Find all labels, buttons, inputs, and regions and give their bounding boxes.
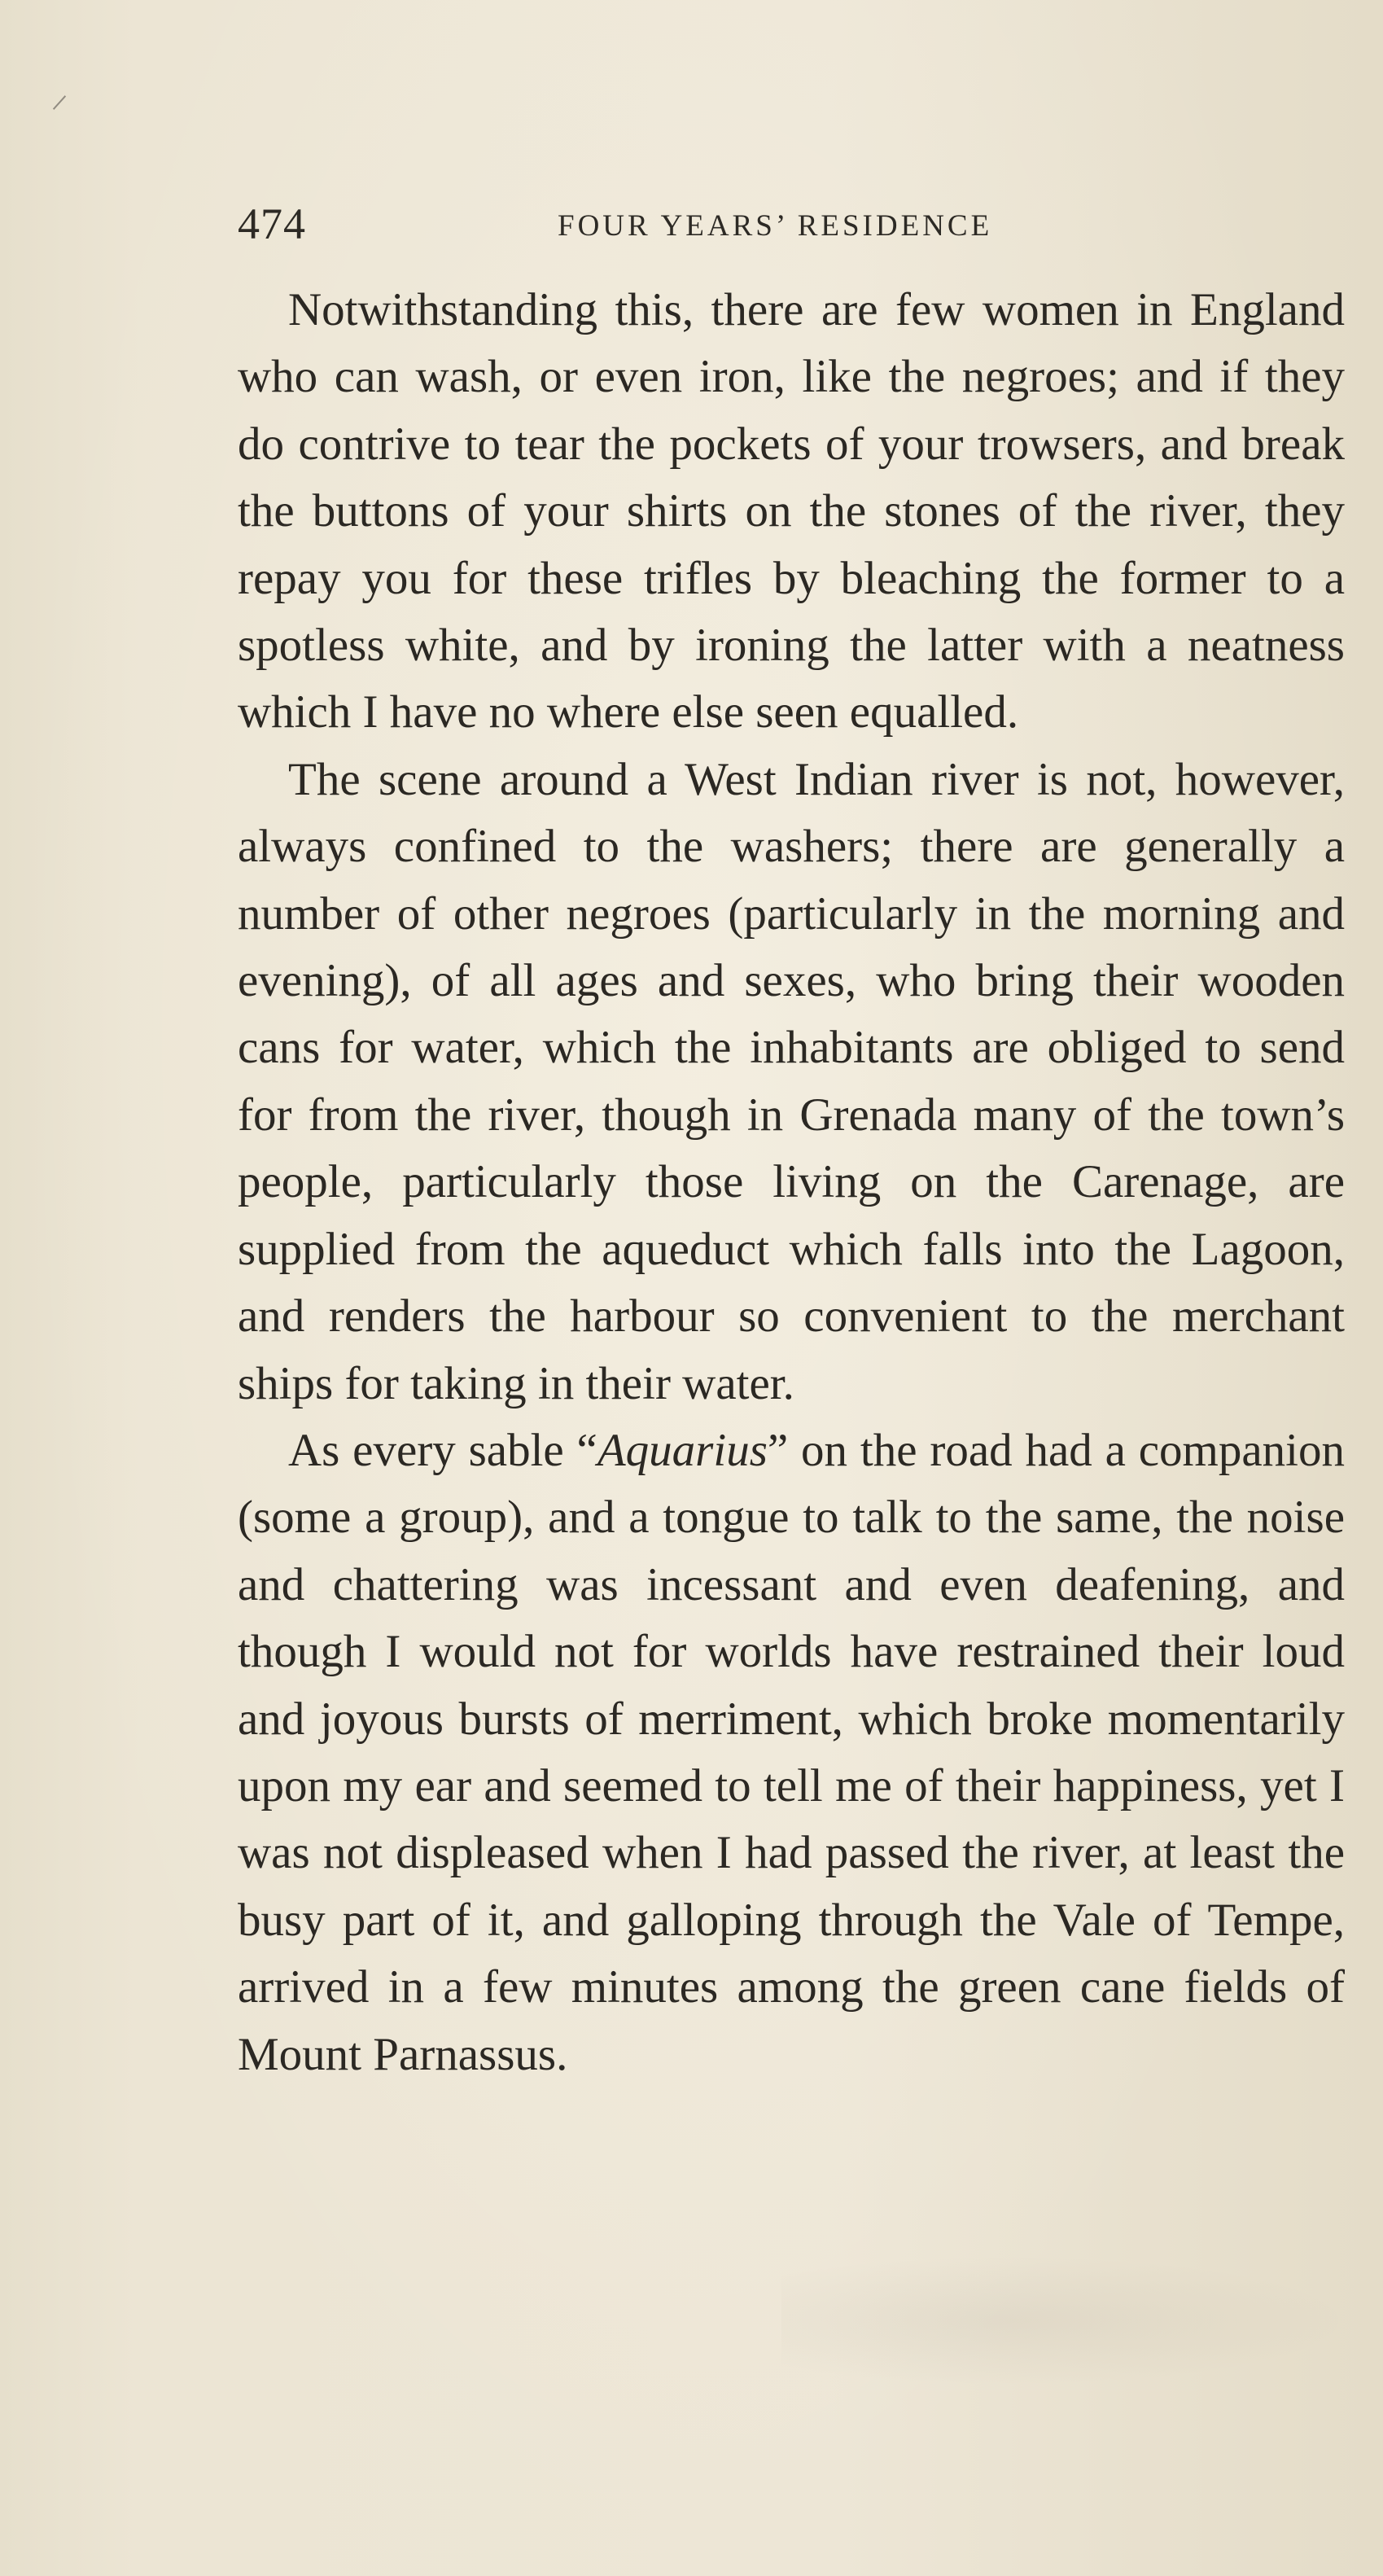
running-head bbox=[238, 199, 1345, 256]
show-through-bleed bbox=[781, 2255, 1351, 2385]
paragraph-washing: Notwithstanding this, there are few women in England who can wash, or even iron, like the negroes; and if they do contrive to tear the pockets of your trowsers, and break the buttons of your shirts on the stones of the river, they repay you for these trifles by bleaching the former to a spotless white, and by ironing the latter with a neatness which I have no where else seen equalled. bbox=[238, 284, 1345, 738]
pencil-mark bbox=[53, 95, 66, 110]
paragraph-aquarius bbox=[238, 1417, 1345, 2088]
paragraph-river-scene: The scene around a West Indian river is not, however, always confined to the washers; there are generally a number of other negroes (particularly in the morning and evening), of all ages and sexes, who bring their wooden cans for water, which the inhabitants are obliged to send for from the river, though in Grenada many of the town’s people, particularly those living on the Carenage, are supplied from the aqueduct which falls into the Lagoon, and renders the harbour so convenient to the merchant ships for taking in their water. bbox=[238, 753, 1345, 1409]
paragraph-aquarius-rest: ” on the road had a companion (some a group), and a tongue to talk to the same, the noise and chattering was incessant and even deafening, and though I would not for worlds have restrained their loud and joyous bursts of merriment, which broke momentarily upon my ear and seemed to tell me of their happiness, yet I was not displeased when I had passed the river, at least the busy part of it, and galloping through the Vale of Tempe, arrived in a few minutes among the green cane fields of Mount Parnassus. bbox=[238, 1424, 1345, 2080]
paragraph-aquarius-start: As every sable “ bbox=[288, 1424, 597, 1476]
running-title: FOUR YEARS’ RESIDENCE bbox=[558, 209, 993, 243]
aquarius-italic: Aquarius bbox=[597, 1424, 768, 1476]
page-number: 474 bbox=[238, 199, 306, 248]
body-text bbox=[238, 277, 1345, 2088]
